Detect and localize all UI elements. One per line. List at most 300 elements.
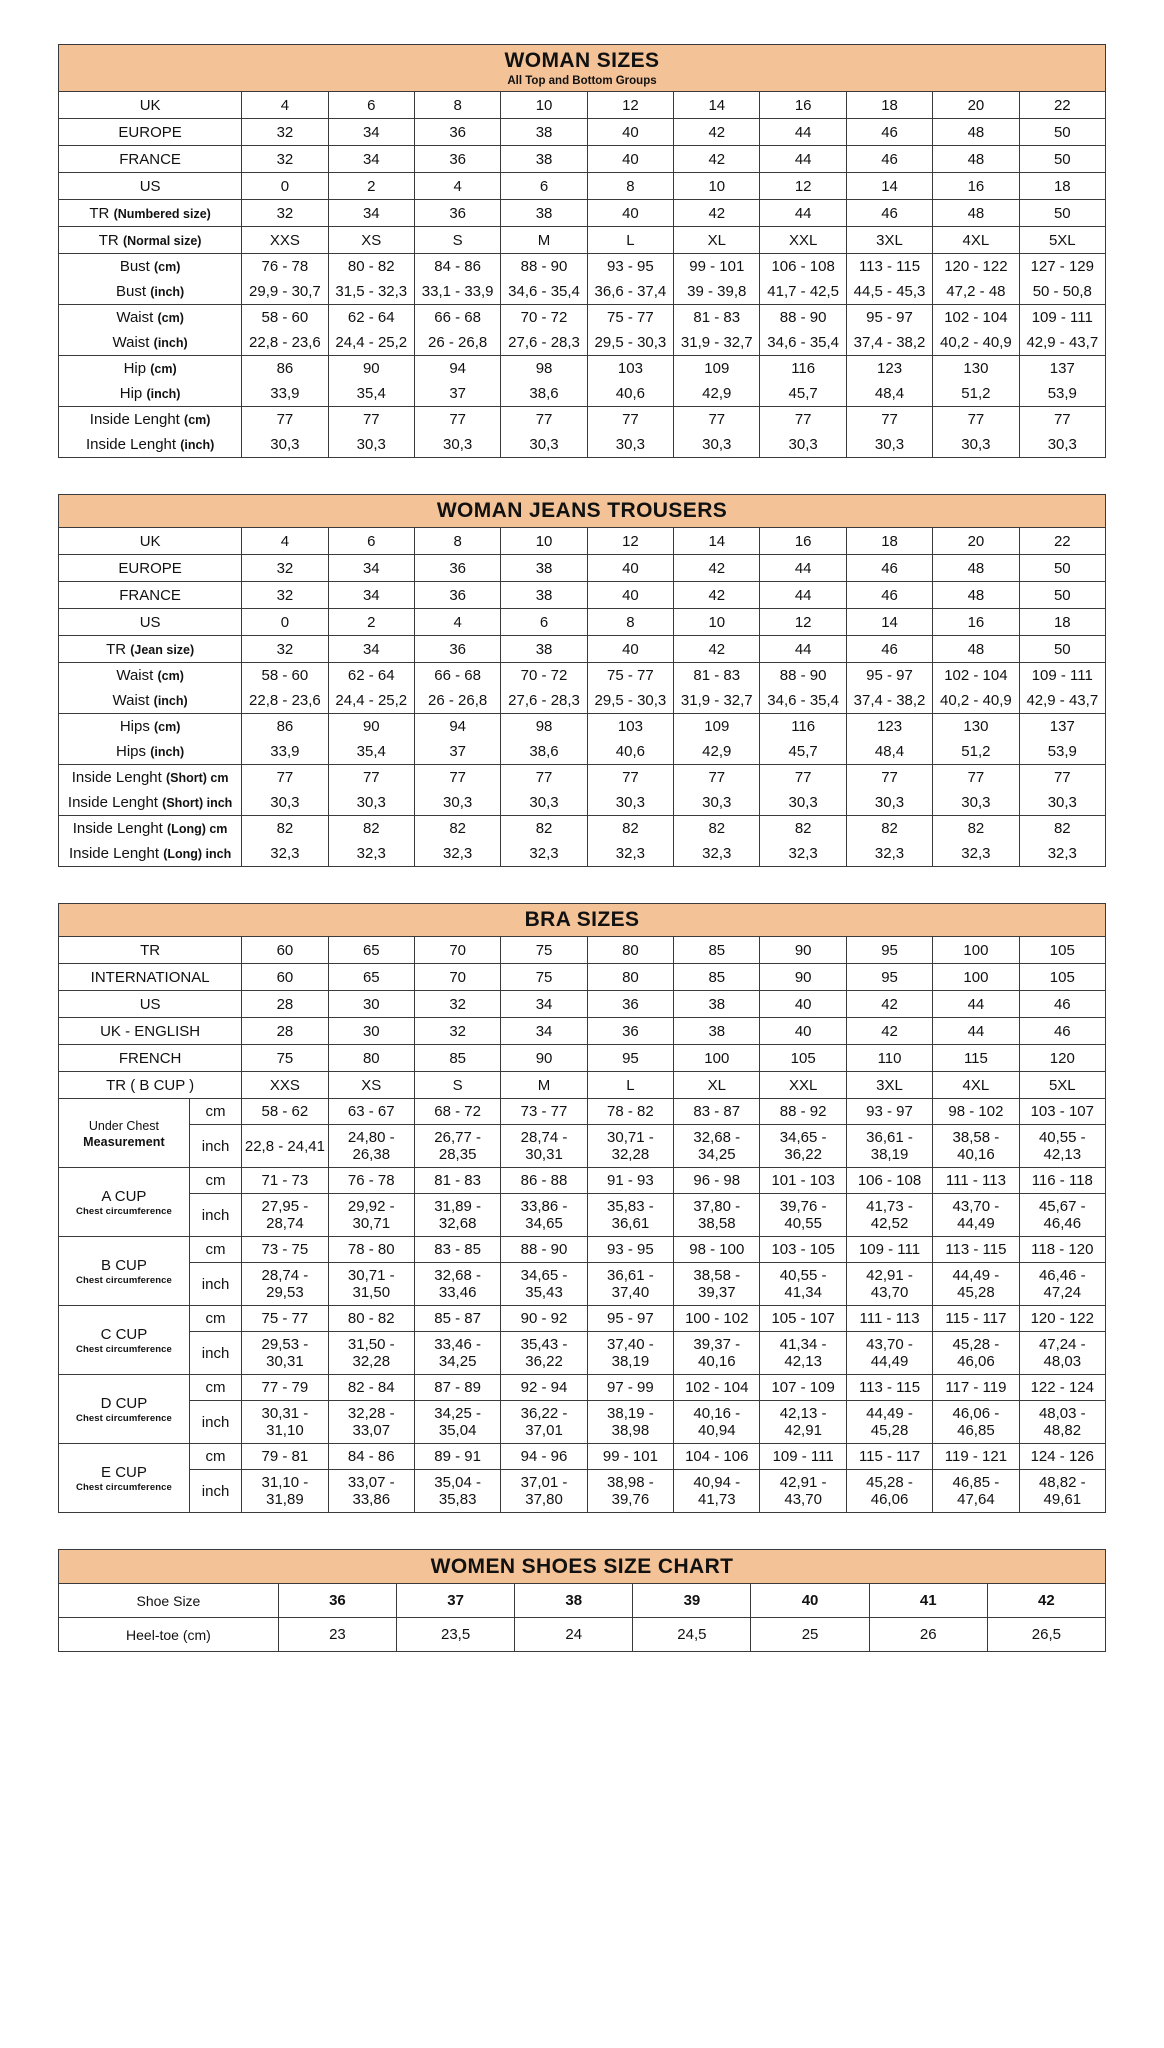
table-row [59,528,1106,555]
cell: 14 [846,173,932,200]
row-label: EUROPE [59,119,242,146]
cell: 98 - 100 [674,1237,760,1263]
cell: 41,34 - 42,13 [760,1332,846,1375]
cell: 95 - 97 [846,663,932,689]
row-label: Inside Lenght (cm) [59,407,242,433]
cell: 44,49 - 45,28 [846,1401,932,1444]
cell: 50 [1019,582,1105,609]
cell: 50 [1019,200,1105,227]
table-title-row [59,495,1106,528]
cell: 18 [846,92,932,119]
table-row [59,636,1106,663]
cell: 45,28 - 46,06 [846,1470,932,1513]
cell: 48 [933,119,1019,146]
table-row [59,305,1106,331]
row-label: B CUP Chest circumference [59,1237,190,1306]
cell: 38,58 - 39,37 [674,1263,760,1306]
row-label: Hip (cm) [59,356,242,382]
cell: 120 [1019,1045,1105,1072]
cell: 77 [1019,407,1105,433]
cell: L [587,1072,673,1099]
cell: 34 [328,200,414,227]
cell: 43,70 - 44,49 [846,1332,932,1375]
cell: 36 [587,991,673,1018]
row-label: Hip (inch) [59,381,242,407]
cell: 34,65 - 36,22 [760,1125,846,1168]
table-row [59,1168,1106,1194]
cell: 80 - 82 [328,254,414,280]
cell: 117 - 119 [933,1375,1019,1401]
cell: 77 [414,765,500,791]
row-label: Shoe Size [59,1584,279,1618]
cell: 24,4 - 25,2 [328,330,414,356]
cell: 137 [1019,714,1105,740]
cell: 8 [587,173,673,200]
cell: 90 [328,356,414,382]
cell: 48 [933,146,1019,173]
cell: 44,49 - 45,28 [933,1263,1019,1306]
cell: 32 [242,555,328,582]
table-row [59,330,1106,356]
cell: 120 - 122 [933,254,1019,280]
cell: 27,95 - 28,74 [242,1194,328,1237]
table-row [59,119,1106,146]
cell: 116 [760,356,846,382]
unit-cell: cm [189,1099,241,1125]
unit-cell: inch [189,1332,241,1375]
cell: 34,6 - 35,4 [760,330,846,356]
cell: 45,7 [760,739,846,765]
cell: 75 [242,1045,328,1072]
cell: 123 [846,714,932,740]
cell: 38,6 [501,739,587,765]
cell: 84 - 86 [414,254,500,280]
table-row [59,356,1106,382]
cell: 44 [760,636,846,663]
cell: 31,9 - 32,7 [674,688,760,714]
table-row [59,407,1106,433]
cell: 73 - 75 [242,1237,328,1263]
table-title-row [59,904,1106,937]
cell: 77 [328,407,414,433]
unit-cell: cm [189,1444,241,1470]
cell: 46 [1019,991,1105,1018]
cell: 2 [328,173,414,200]
row-label: UK [59,528,242,555]
cell: 35,4 [328,739,414,765]
table-row [59,254,1106,280]
cell: 103 - 105 [760,1237,846,1263]
table-row [59,200,1106,227]
cell: 42,9 [674,739,760,765]
bra-sizes-table [58,903,1106,1513]
cell: 32,3 [1019,841,1105,867]
table-row [59,841,1106,867]
cell: 88 - 90 [760,305,846,331]
cell: 30,3 [328,432,414,458]
cell: 26 - 26,8 [414,330,500,356]
row-label: Hips (inch) [59,739,242,765]
cell: 32,3 [587,841,673,867]
bra-sizes-body [59,904,1106,1513]
cell: 83 - 85 [414,1237,500,1263]
cell: 38 [674,991,760,1018]
cell: 25 [751,1618,869,1652]
cell: 42,91 - 43,70 [760,1470,846,1513]
table-row [59,688,1106,714]
cell: 32 [242,582,328,609]
row-label: Inside Lenght (Short) cm [59,765,242,791]
cell: 4 [414,609,500,636]
cell: 4 [242,528,328,555]
cell: M [501,227,587,254]
cell: 16 [933,609,1019,636]
row-label: E CUP Chest circumference [59,1444,190,1513]
cell: 90 [760,964,846,991]
cell: 77 [674,407,760,433]
cell: 65 [328,964,414,991]
row-label: D CUP Chest circumference [59,1375,190,1444]
cell: 37 [397,1584,515,1618]
cell: 33,1 - 33,9 [414,279,500,305]
cell: 36 [414,636,500,663]
cell: 111 - 113 [846,1306,932,1332]
cell: 42,9 [674,381,760,407]
cell: 75 [501,964,587,991]
table-row [59,714,1106,740]
cell: 36,6 - 37,4 [587,279,673,305]
cell: 34 [328,555,414,582]
cell: 32 [242,146,328,173]
cell: XL [674,1072,760,1099]
cell: 28 [242,991,328,1018]
unit-cell: inch [189,1194,241,1237]
cell: 50 [1019,555,1105,582]
cell: 103 - 107 [1019,1099,1105,1125]
row-label: US [59,173,242,200]
cell: 46,46 - 47,24 [1019,1263,1105,1306]
row-label: EUROPE [59,555,242,582]
row-label: Inside Lenght (Long) inch [59,841,242,867]
cell: 40 [587,555,673,582]
cell: 40 [587,119,673,146]
cell: 93 - 95 [587,254,673,280]
cell: 40,6 [587,381,673,407]
row-label: Waist (inch) [59,688,242,714]
cell: 14 [674,92,760,119]
table-row [59,1072,1106,1099]
cell: 88 - 90 [501,1237,587,1263]
cell: 80 [587,937,673,964]
cell: 98 [501,714,587,740]
cell: 28,74 - 30,31 [501,1125,587,1168]
cell: 82 [760,816,846,842]
cell: 77 [242,407,328,433]
cell: 90 [760,937,846,964]
cell: 78 - 82 [587,1099,673,1125]
cell: 110 [846,1045,932,1072]
cell: 32,3 [328,841,414,867]
cell: 34 [501,1018,587,1045]
cell: 118 - 120 [1019,1237,1105,1263]
bra-sizes-title-cell [59,904,1106,937]
cell: 31,89 - 32,68 [414,1194,500,1237]
cell: 26 - 26,8 [414,688,500,714]
table-row [59,1618,1106,1652]
cell: 77 [760,765,846,791]
cell: 60 [242,964,328,991]
cell: 90 [328,714,414,740]
cell: 50 [1019,146,1105,173]
cell: 36 [278,1584,396,1618]
cell: 37,4 - 38,2 [846,688,932,714]
cell: 130 [933,714,1019,740]
cell: 30,3 [933,790,1019,816]
cell: 37 [414,381,500,407]
cell: 82 [242,816,328,842]
cell: 124 - 126 [1019,1444,1105,1470]
cell: 95 [587,1045,673,1072]
cell: 113 - 115 [933,1237,1019,1263]
table-row [59,1584,1106,1618]
table-row [59,1375,1106,1401]
cell: 10 [674,609,760,636]
table-row [59,146,1106,173]
cell: 31,50 - 32,28 [328,1332,414,1375]
cell: 38 [674,1018,760,1045]
cell: 26,5 [987,1618,1105,1652]
cell: 22,8 - 23,6 [242,688,328,714]
cell: 88 - 90 [760,663,846,689]
table-row [59,1018,1106,1045]
cell: 40,16 - 40,94 [674,1401,760,1444]
row-label: TR (Jean size) [59,636,242,663]
cell: 27,6 - 28,3 [501,330,587,356]
cell: 30,3 [674,790,760,816]
unit-cell: cm [189,1375,241,1401]
cell: 34,6 - 35,4 [760,688,846,714]
cell: 32,3 [242,841,328,867]
cell: 42,9 - 43,7 [1019,330,1105,356]
cell: 51,2 [933,739,1019,765]
cell: 42 [674,119,760,146]
cell: 48,82 - 49,61 [1019,1470,1105,1513]
cell: 32,68 - 34,25 [674,1125,760,1168]
table-row [59,227,1106,254]
cell: 85 [414,1045,500,1072]
cell: 18 [846,528,932,555]
cell: 38 [515,1584,633,1618]
cell: 32,3 [760,841,846,867]
cell: 40 [587,582,673,609]
cell: 113 - 115 [846,254,932,280]
cell: 12 [760,173,846,200]
cell: 29,5 - 30,3 [587,330,673,356]
woman-sizes-title-cell [59,45,1106,92]
cell: 38,19 - 38,98 [587,1401,673,1444]
cell: 44 [760,555,846,582]
cell: 20 [933,92,1019,119]
cell: 82 [501,816,587,842]
woman-jeans-title-cell [59,495,1106,528]
cell: 40,55 - 42,13 [1019,1125,1105,1168]
cell: 39,76 - 40,55 [760,1194,846,1237]
cell: 38 [501,555,587,582]
cell: 6 [501,173,587,200]
cell: 48,4 [846,381,932,407]
cell: 75 - 77 [587,305,673,331]
cell: 37 [414,739,500,765]
cell: 8 [587,609,673,636]
cell: 18 [1019,609,1105,636]
cell: 98 [501,356,587,382]
cell: 81 - 83 [414,1168,500,1194]
cell: 46 [846,636,932,663]
cell: 4XL [933,1072,1019,1099]
cell: S [414,1072,500,1099]
cell: 39 [633,1584,751,1618]
cell: 37,01 - 37,80 [501,1470,587,1513]
cell: 113 - 115 [846,1375,932,1401]
cell: 48 [933,636,1019,663]
cell: 16 [760,92,846,119]
cell: 37,4 - 38,2 [846,330,932,356]
cell: 42 [846,1018,932,1045]
page-subtitle: All Top and Bottom Groups [507,75,657,88]
cell: 12 [587,92,673,119]
cell: 102 - 104 [674,1375,760,1401]
cell: 37,40 - 38,19 [587,1332,673,1375]
cell: 100 [933,964,1019,991]
cell: L [587,227,673,254]
cell: 77 [846,407,932,433]
cell: 100 [674,1045,760,1072]
cell: 32,68 - 33,46 [414,1263,500,1306]
cell: 48 [933,555,1019,582]
row-label: US [59,991,242,1018]
cell: 10 [674,173,760,200]
cell: 40,94 - 41,73 [674,1470,760,1513]
unit-cell: cm [189,1306,241,1332]
cell: 46,85 - 47,64 [933,1470,1019,1513]
cell: 95 - 97 [846,305,932,331]
cell: 101 - 103 [760,1168,846,1194]
cell: 41,73 - 42,52 [846,1194,932,1237]
cell: 40 [760,1018,846,1045]
cell: 4 [242,92,328,119]
cell: 42 [674,555,760,582]
cell: 104 - 106 [674,1444,760,1470]
section-title: WOMAN JEANS TROUSERS [436,499,728,523]
cell: 34 [328,146,414,173]
cell: 46 [846,119,932,146]
cell: 38 [501,636,587,663]
section-title: BRA SIZES [524,908,640,932]
cell: 93 - 97 [846,1099,932,1125]
cell: 82 [414,816,500,842]
unit-cell: cm [189,1237,241,1263]
cell: 22,8 - 23,6 [242,330,328,356]
cell: 8 [414,92,500,119]
cell: 115 - 117 [933,1306,1019,1332]
cell: 84 - 86 [328,1444,414,1470]
cell: 48 [933,200,1019,227]
cell: 6 [501,609,587,636]
cell: 82 [328,816,414,842]
cell: 105 [1019,937,1105,964]
cell: 34 [328,119,414,146]
cell: 23 [278,1618,396,1652]
cell: 75 [501,937,587,964]
cell: 40 [587,636,673,663]
cell: 46,06 - 46,85 [933,1401,1019,1444]
cell: 80 - 82 [328,1306,414,1332]
cell: 53,9 [1019,381,1105,407]
cell: 81 - 83 [674,663,760,689]
cell: 22 [1019,528,1105,555]
table-row [59,1194,1106,1237]
unit-cell: inch [189,1470,241,1513]
cell: 99 - 101 [587,1444,673,1470]
cell: 32 [242,200,328,227]
cell: 10 [501,528,587,555]
cell: 82 - 84 [328,1375,414,1401]
cell: 58 - 62 [242,1099,328,1125]
cell: 77 [933,765,1019,791]
cell: 35,4 [328,381,414,407]
cell: 77 [674,765,760,791]
row-label: Under Chest Measurement [59,1099,190,1168]
shoes-body [59,1550,1106,1652]
cell: 42 [674,146,760,173]
cell: 27,6 - 28,3 [501,688,587,714]
row-label: INTERNATIONAL [59,964,242,991]
cell: 85 [674,937,760,964]
cell: 48 [933,582,1019,609]
cell: 70 - 72 [501,663,587,689]
cell: 68 - 72 [414,1099,500,1125]
row-label: Waist (cm) [59,305,242,331]
cell: 30,3 [760,432,846,458]
cell: XXS [242,227,328,254]
cell: XL [674,227,760,254]
cell: 107 - 109 [760,1375,846,1401]
cell: 24,80 - 26,38 [328,1125,414,1168]
cell: 123 [846,356,932,382]
cell: 71 - 73 [242,1168,328,1194]
cell: 120 - 122 [1019,1306,1105,1332]
table-row [59,1332,1106,1375]
woman-sizes-table [58,44,1106,458]
cell: 48,03 - 48,82 [1019,1401,1105,1444]
cell: 86 - 88 [501,1168,587,1194]
cell: 82 [1019,816,1105,842]
cell: 0 [242,173,328,200]
cell: 33,46 - 34,25 [414,1332,500,1375]
table-row [59,937,1106,964]
cell: 32,3 [933,841,1019,867]
row-label: TR [59,937,242,964]
cell: 32 [242,119,328,146]
cell: 30,3 [414,790,500,816]
cell: 82 [674,816,760,842]
cell: 34 [328,636,414,663]
cell: 30,3 [846,432,932,458]
row-label: Hips (cm) [59,714,242,740]
cell: 77 [328,765,414,791]
cell: 22 [1019,92,1105,119]
cell: 89 - 91 [414,1444,500,1470]
